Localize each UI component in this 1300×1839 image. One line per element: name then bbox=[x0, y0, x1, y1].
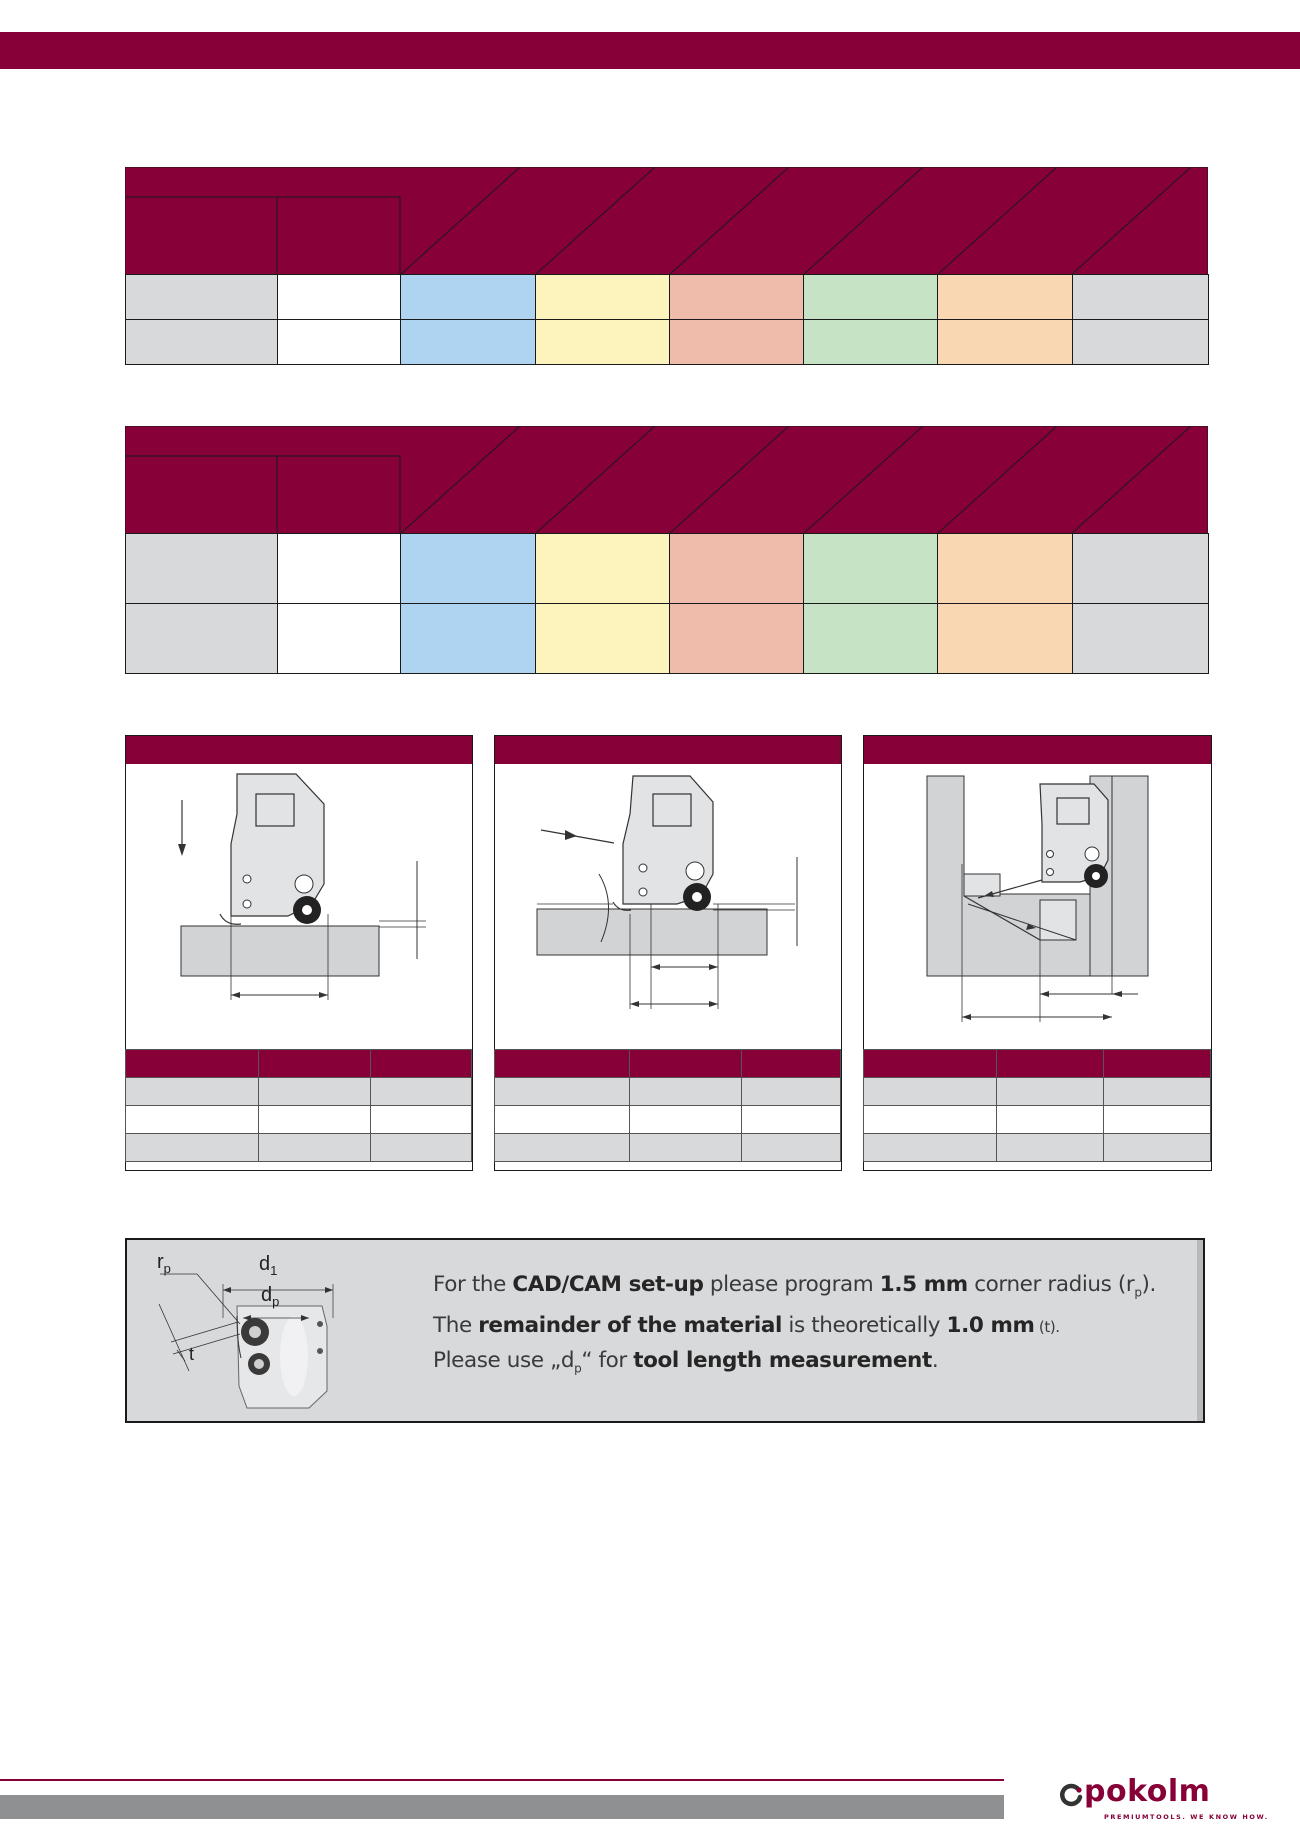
table-cell bbox=[742, 1078, 841, 1106]
table-cell bbox=[536, 320, 670, 365]
table-row bbox=[864, 1134, 1211, 1162]
table-cell bbox=[1073, 604, 1209, 674]
table-cell bbox=[1104, 1106, 1211, 1134]
table-cell bbox=[259, 1106, 371, 1134]
table-cell bbox=[536, 604, 670, 674]
text-run: For the bbox=[433, 1272, 513, 1297]
table-cell bbox=[401, 604, 536, 674]
table-row bbox=[864, 1106, 1211, 1134]
dp-label: d bbox=[261, 1284, 273, 1306]
table-cell bbox=[536, 534, 670, 604]
table-cell bbox=[495, 1078, 630, 1106]
table-cell bbox=[1104, 1134, 1211, 1162]
table-cell bbox=[495, 1134, 630, 1162]
table-cell bbox=[938, 275, 1073, 320]
cad-cam-instructions bbox=[433, 1268, 1173, 1386]
table-1-body bbox=[125, 274, 1209, 365]
text-run: The bbox=[433, 1313, 479, 1339]
table-cell bbox=[1104, 1078, 1211, 1106]
table-cell bbox=[804, 604, 938, 674]
table-cell bbox=[536, 275, 670, 320]
table-cell bbox=[278, 604, 401, 674]
emphasis-remainder: remainder of the material bbox=[478, 1313, 782, 1339]
table-cell bbox=[938, 534, 1073, 604]
table-cell bbox=[278, 275, 401, 320]
table-cell bbox=[495, 1106, 630, 1134]
table-cell bbox=[670, 275, 804, 320]
cutting-data-table-1 bbox=[125, 167, 1208, 365]
table-cell bbox=[401, 275, 536, 320]
panel-diagram bbox=[495, 764, 841, 1050]
table-cell bbox=[804, 275, 938, 320]
table-row bbox=[495, 1106, 841, 1134]
text-run: corner radius (r bbox=[967, 1272, 1135, 1297]
table-row bbox=[126, 1050, 472, 1078]
subscript: p bbox=[574, 1361, 582, 1376]
text-run: is theoretically bbox=[781, 1313, 947, 1339]
instruction-line-1 bbox=[433, 1268, 1173, 1309]
emphasis-remainder-value: 1.0 mm bbox=[946, 1313, 1035, 1339]
emphasis-cad-cam: CAD/CAM set-up bbox=[512, 1272, 704, 1297]
emphasis-tool-length: tool length measurement bbox=[633, 1348, 932, 1374]
rp-label: r bbox=[157, 1251, 164, 1273]
table-cell bbox=[1073, 534, 1209, 604]
table-cell bbox=[126, 1106, 259, 1134]
table-header-cell bbox=[997, 1050, 1104, 1078]
table-cell bbox=[997, 1134, 1104, 1162]
footer-rule bbox=[0, 1779, 1004, 1781]
table-cell bbox=[126, 1134, 259, 1162]
text-run: Please use „d bbox=[433, 1348, 575, 1374]
table-row bbox=[126, 1134, 472, 1162]
svg-text:rp bbox=[157, 1251, 171, 1276]
dp-subscript: p bbox=[272, 1294, 280, 1309]
tool-geometry-icon bbox=[137, 1246, 337, 1416]
t-label: t bbox=[189, 1344, 195, 1364]
table-cell bbox=[278, 320, 401, 365]
table-cell bbox=[742, 1106, 841, 1134]
box-shadow bbox=[1197, 1240, 1203, 1421]
table-cell bbox=[126, 1078, 259, 1106]
panel-table bbox=[125, 1049, 472, 1162]
cutting-data-table-2 bbox=[125, 426, 1208, 674]
table-cell bbox=[670, 604, 804, 674]
table-cell bbox=[742, 1134, 841, 1162]
table-cell bbox=[864, 1078, 997, 1106]
panel-diagram bbox=[126, 764, 472, 1050]
table-1-header bbox=[125, 167, 1208, 275]
table-header-cell bbox=[371, 1050, 472, 1078]
panel-table bbox=[863, 1049, 1211, 1162]
interpolation-diagram bbox=[864, 764, 1211, 1049]
table-cell bbox=[401, 320, 536, 365]
table-cell bbox=[997, 1106, 1104, 1134]
logo-wordmark: pokolm bbox=[1084, 1774, 1211, 1809]
table-cell bbox=[938, 320, 1073, 365]
table-cell bbox=[278, 534, 401, 604]
panel-diagram bbox=[864, 764, 1211, 1050]
table-header-cell bbox=[630, 1050, 742, 1078]
table-row bbox=[495, 1134, 841, 1162]
table-row bbox=[495, 1050, 841, 1078]
panel-header bbox=[864, 736, 1211, 764]
table-row bbox=[126, 1078, 472, 1106]
table-cell bbox=[864, 1106, 997, 1134]
table-cell bbox=[126, 275, 278, 320]
table-row bbox=[495, 1078, 841, 1106]
text-run: ). bbox=[1141, 1272, 1156, 1297]
logo-tagline: PREMIUMTOOLS. WE KNOW HOW. bbox=[1104, 1813, 1269, 1821]
table-cell bbox=[630, 1078, 742, 1106]
table-cell bbox=[371, 1134, 472, 1162]
table-2-body bbox=[125, 533, 1209, 674]
panel-table bbox=[494, 1049, 841, 1162]
table-cell bbox=[630, 1106, 742, 1134]
top-brand-bar bbox=[0, 32, 1300, 69]
panel-header bbox=[126, 736, 472, 764]
text-run: (t). bbox=[1034, 1318, 1060, 1337]
table-cell bbox=[630, 1134, 742, 1162]
table-header-cell bbox=[742, 1050, 841, 1078]
table-cell bbox=[997, 1078, 1104, 1106]
text-run: “ for bbox=[581, 1348, 634, 1374]
table-header-cell bbox=[259, 1050, 371, 1078]
table-cell bbox=[864, 1134, 997, 1162]
table-cell bbox=[126, 604, 278, 674]
table-row bbox=[126, 275, 1209, 320]
table-row bbox=[126, 320, 1209, 365]
logo-mark-icon bbox=[1058, 1782, 1084, 1808]
rp-subscript: p bbox=[163, 1261, 171, 1276]
panel-header bbox=[495, 736, 841, 764]
plunge-diagram bbox=[126, 764, 472, 1049]
table-row bbox=[864, 1050, 1211, 1078]
ramping-diagram bbox=[495, 764, 841, 1049]
table-cell bbox=[938, 604, 1073, 674]
machining-panel-interpolation bbox=[863, 735, 1212, 1171]
table-cell bbox=[259, 1078, 371, 1106]
d1-label: d bbox=[259, 1253, 271, 1275]
table-cell bbox=[126, 320, 278, 365]
pokolm-logo bbox=[1058, 1774, 1273, 1830]
text-run: . bbox=[931, 1348, 939, 1374]
table-header-cell bbox=[495, 1050, 630, 1078]
subscript: p bbox=[1134, 1285, 1142, 1300]
footer-bar bbox=[0, 1795, 1004, 1819]
machining-panel-plunge bbox=[125, 735, 473, 1171]
text-run: please program bbox=[703, 1272, 880, 1297]
table-cell bbox=[670, 320, 804, 365]
table-cell bbox=[401, 534, 536, 604]
table-cell bbox=[1073, 320, 1209, 365]
table-cell bbox=[259, 1134, 371, 1162]
table-cell bbox=[371, 1078, 472, 1106]
table-header-cell bbox=[126, 1050, 259, 1078]
table-row bbox=[864, 1078, 1211, 1106]
machining-panel-ramping bbox=[494, 735, 842, 1171]
table-header-cell bbox=[864, 1050, 997, 1078]
table-cell bbox=[804, 534, 938, 604]
emphasis-radius-value: 1.5 mm bbox=[879, 1272, 968, 1297]
table-cell bbox=[1073, 275, 1209, 320]
instruction-line-3 bbox=[433, 1344, 1173, 1385]
table-row bbox=[126, 534, 1209, 604]
cad-cam-info-box bbox=[125, 1238, 1205, 1423]
table-cell bbox=[371, 1106, 472, 1134]
table-cell bbox=[804, 320, 938, 365]
table-cell bbox=[126, 534, 278, 604]
instruction-line-2 bbox=[433, 1309, 1173, 1344]
table-row bbox=[126, 1106, 472, 1134]
svg-text:dp bbox=[261, 1284, 279, 1309]
svg-text:d1 bbox=[259, 1253, 277, 1278]
table-header-cell bbox=[1104, 1050, 1211, 1078]
table-cell bbox=[670, 534, 804, 604]
table-2-header bbox=[125, 426, 1208, 534]
d1-subscript: 1 bbox=[270, 1263, 278, 1278]
table-row bbox=[126, 604, 1209, 674]
